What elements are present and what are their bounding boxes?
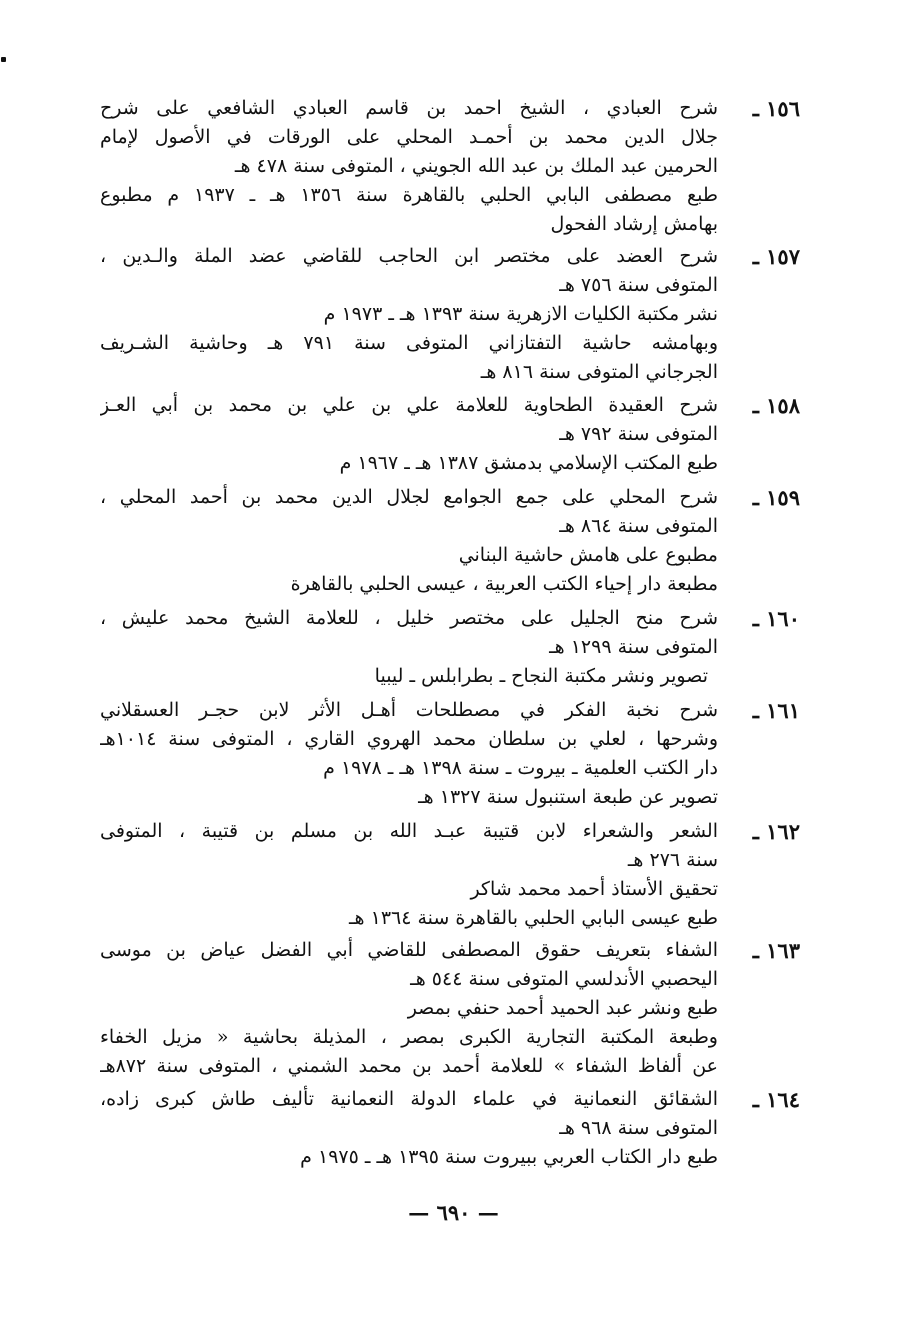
entry-line: طبع عيسى البابي الحلبي بالقاهرة سنة ١٣٦٤ هـ [348,907,718,929]
bibliography-entry [100,936,800,1081]
entry-line: شرح المحلي على جمع الجوامع لجلال الدين محمد بن أحمد المحلي ، [100,486,718,508]
entry-line: طبع مصطفى البابي الحلبي بالقاهرة سنة ١٣٥٦ هـ ـ ١٩٣٧ م مطبوع [100,184,718,206]
bibliography-entry [100,696,800,812]
entry-line: الجرجاني المتوفى سنة ٨١٦ هـ [480,361,718,383]
entry-line: وشرحها ، لعلي بن سلطان محمد الهروي القاري ، المتوفى سنة ١٠١٤هـ [100,728,718,750]
bibliography-entry [100,483,800,599]
entry-number: ١٦٠ ـ [752,606,800,631]
bibliography-entry [100,391,800,478]
entry-line: الشعر والشعراء لابن قتيبة عبـد الله بن مسلم بن قتيبة ، المتوفى [100,820,718,842]
entry-number: ١٦٣ ـ [752,938,800,963]
entry-line: المتوفى سنة ١٢٩٩ هـ [549,636,718,658]
entry-line: المتوفى سنة ٩٦٨ هـ [559,1117,718,1139]
entry-line: الحرمين عبد الملك بن عبد الله الجويني ، المتوفى سنة ٤٧٨ هـ [234,155,718,177]
entry-line: مطبعة دار إحياء الكتب العربية ، عيسى الحلبي بالقاهرة [290,573,718,595]
entry-line: سنة ٢٧٦ هـ [627,849,718,871]
entry-number: ١٥٧ ـ [752,244,800,269]
entry-line: الشقائق النعمانية في علماء الدولة النعمانية تأليف طاش كبرى زاده، [100,1088,718,1110]
entry-line: الشفاء بتعريف حقوق المصطفى للقاضي أبي الفضل عياض بن موسى [100,939,718,961]
entry-line: اليحصبي الأندلسي المتوفى سنة ٥٤٤ هـ [410,968,718,990]
entry-line: عن ألفاظ الشفاء » للعلامة أحمد بن محمد الشمني ، المتوفى سنة ٨٧٢هـ [100,1055,718,1077]
entry-line: بهامش إرشاد الفحول [550,213,718,235]
entry-line: شرح نخبة الفكر في مصطلحات أهـل الأثر لابن حجـر العسقلاني [100,699,718,721]
entry-number: ١٥٩ ـ [752,485,800,510]
bibliography-entry [100,242,800,387]
bibliography-entry [100,817,800,933]
entry-line: طبع ونشر عبد الحميد أحمد حنفي بمصر [407,997,718,1019]
entry-line: المتوفى سنة ٧٥٦ هـ [559,274,718,296]
entry-line: المتوفى سنة ٨٦٤ هـ [559,515,718,537]
entry-line: تصوير ونشر مكتبة النجاح ـ بطرابلس ـ ليبيا [374,665,708,687]
entry-number: ١٦٢ ـ [752,819,800,844]
entry-number: ١٥٦ ـ [752,96,800,121]
entry-number: ١٥٨ ـ [752,393,800,418]
entry-line: جلال الدين محمد بن أحمـد المحلي على الورقات في الأصول لإمام [100,126,718,148]
page-number: — ٦٩٠ — [408,1200,499,1225]
entry-line: طبع المكتب الإسلامي بدمشق ١٣٨٧ هـ ـ ١٩٦٧ م [339,452,718,474]
entry-line: تحقيق الأستاذ أحمد محمد شاكر [470,878,718,900]
entry-line: دار الكتب العلمية ـ بيروت ـ سنة ١٣٩٨ هـ ـ ١٩٧٨ م [323,757,718,779]
bibliography-entry [100,94,800,239]
entry-line: مطبوع على هامش حاشية البناني [458,544,718,566]
bibliography-entry [100,1085,800,1172]
scan-speck [1,57,6,62]
entry-line: طبع دار الكتاب العربي ببيروت سنة ١٣٩٥ هـ ـ ١٩٧٥ م [300,1146,718,1168]
entry-line: شرح العقيدة الطحاوية للعلامة علي بن علي بن محمد بن أبي العـز [100,394,718,416]
entry-line: نشر مكتبة الكليات الازهرية سنة ١٣٩٣ هـ ـ ١٩٧٣ م [323,303,718,325]
entry-number: ١٦٤ ـ [752,1087,800,1112]
entry-number: ١٦١ ـ [752,698,800,723]
entry-line: المتوفى سنة ٧٩٢ هـ [559,423,718,445]
bibliography-entry [100,604,800,691]
entry-line: تصوير عن طبعة استنبول سنة ١٣٢٧ هـ [418,786,718,808]
entry-line: شرح منح الجليل على مختصر خليل ، للعلامة الشيخ محمد عليش ، [100,607,718,629]
entry-line: وطبعة المكتبة التجارية الكبرى بمصر ، المذيلة بحاشية « مزيل الخفاء [100,1026,718,1048]
entry-line: شرح العضد على مختصر ابن الحاجب للقاضي عضد الملة والـدين ، [100,245,718,267]
entry-line: شرح العبادي ، الشيخ احمد بن قاسم العبادي الشافعي على شرح [100,97,718,119]
entry-line: وبهامشه حاشية التفتازاني المتوفى سنة ٧٩١ هـ وحاشية الشـريف [100,332,718,354]
